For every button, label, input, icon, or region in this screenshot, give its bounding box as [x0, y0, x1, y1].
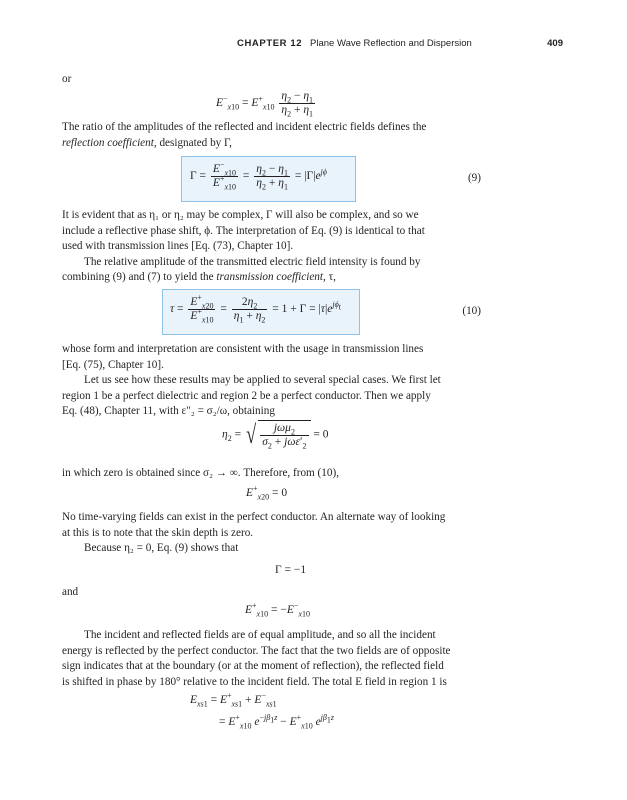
running-header — [0, 38, 627, 52]
line: The incident and reflected fields are of equal amplitude, and so all the incident — [84, 629, 436, 641]
line: The ratio of the amplitudes of the reflected and incident electric fields defines the — [62, 121, 427, 133]
line: used with transmission lines [Eq. (73), Chapter 10]. — [62, 240, 294, 252]
equation-gamma-minus-one: Γ = −1 — [275, 564, 307, 576]
equation-total-field-2: = $E^+_{x10}$ $e^{-j\beta_1z} - E^+_{x10}$ $e^{j\beta_1z}$ — [219, 713, 335, 731]
equation-number-10: (10) — [462, 305, 481, 317]
equation-number-9: (9) — [467, 172, 481, 184]
line: energy is reflected by the perfect conductor. The fact that the two fields are of opposite — [62, 644, 451, 657]
line: sign indicates that at the boundary (or at the moment of reflection), the reflected field — [62, 660, 444, 672]
paragraph-notime — [62, 510, 474, 557]
equation-reflected-amplitude: $E^-_{x10} = E^+_{x10}$ $\frac{\eta_2 - \eta_1}{\eta_2 + \eta_1}$ — [216, 90, 314, 119]
line-rest: τ, — [325, 271, 336, 283]
line: It is evident that as η₁ or η₂ may be complex, Γ will also be complex, and so we — [62, 209, 419, 221]
paragraph-whose — [62, 342, 474, 420]
line: [Eq. (75), Chapter 10]. — [62, 358, 164, 371]
line: Let us see how these results may be applied to several special cases. We first let — [84, 374, 441, 386]
line: Because η₂ = 0, Eq. (9) shows that — [84, 542, 239, 554]
paragraph-zero: in which zero is obtained since σ₂ → ∞. Therefore, from (10), — [62, 467, 339, 479]
line: is shifted in phase by 180° relative to the incident field. The total E field in region 1 is — [62, 675, 447, 688]
line: whose form and interpretation are consistent with the usage in transmission lines — [62, 343, 424, 355]
paragraph-evident — [62, 208, 474, 286]
line: at this is to note that the skin depth is zero. — [62, 526, 254, 539]
term-transmission-coefficient: transmission coefficient, — [216, 271, 326, 283]
word-or: or — [62, 73, 72, 85]
line: Eq. (48), Chapter 11, with ε″₂ = σ₂/ω, obtaining — [62, 405, 275, 417]
word-and: and — [62, 586, 79, 598]
equation-10: τ = $\frac{E^+_{x20}}{E^+_{x10}}$ = $\frac{2\eta_2}{\eta_1 + \eta_2}$ = $1 + \Gamma = |\tau|e^{j\phi_t}$ — [170, 293, 341, 325]
line — [62, 136, 474, 152]
paragraph-ratio — [62, 120, 474, 151]
equation-9: Γ = $\frac{E^-_{x10}}{E^+_{x10}}$ = $\frac{\eta_2 - \eta_1}{\eta_2 + \eta_1}$ = $|\Gamma|e^{j\phi}$ — [190, 160, 327, 192]
header-left — [237, 38, 472, 49]
chapter-label: CHAPTER 12 — [237, 38, 303, 49]
line-rest: designated by Γ, — [156, 136, 232, 149]
term-reflection-coefficient: reflection coefficient, — [62, 136, 157, 149]
line: region 1 be a perfect dielectric and region 2 be a perfect conductor. Then we apply — [62, 389, 431, 402]
page-number: 409 — [547, 38, 563, 49]
line: No time-varying fields can exist in the perfect conductor. An alternate way of looking — [62, 511, 446, 523]
line: The relative amplitude of the transmitted electric field intensity is found by — [84, 255, 421, 268]
equation-total-field-1: $E_{xs1} = E^+_{xs1} + E^-_{xs1}$ — [190, 691, 277, 709]
line — [62, 270, 474, 286]
line-start: combining (9) and (7) to yield the — [62, 271, 217, 283]
equation-transmitted-zero: $E^+_{x20} = 0$ — [246, 484, 288, 502]
line: include a reflective phase shift, ϕ. The interpretation of Eq. (9) is identical to that — [62, 224, 425, 237]
chapter-title: Plane Wave Reflection and Dispersion — [310, 38, 472, 49]
equation-eta2: $\eta_2$ = √ $\frac{j\omega\mu_2}{\sigma_2 + j\omega\varepsilon'_2}$ = 0 — [222, 420, 329, 451]
equation-reflected-equals: $E^+_{x10} = -E^-_{x10}$ — [245, 601, 310, 619]
paragraph-incident — [62, 628, 474, 690]
